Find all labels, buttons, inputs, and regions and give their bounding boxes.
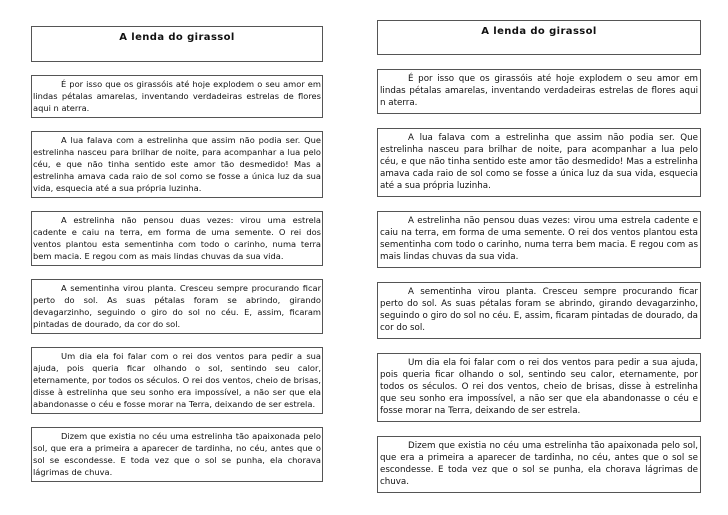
paragraph-3: A estrelinha não pensou duas vezes: virou uma estrela cadente e caiu na terra, em forma de uma semente. O rei dos ventos plantou esta sementinha com todo o carinho, numa terra bem macia. E regou com as mais lindas chuvas da sua vida. <box>31 211 323 266</box>
paragraph-6: Dizem que existia no céu uma estrelinha tão apaixonada pelo sol, que era a primeira a aparecer de tardinha, no céu, antes que o sol se escondesse. E toda vez que o sol se punha, ela chorava lágrimas de chuva. <box>377 436 701 493</box>
page-title: A lenda do girassol <box>377 20 701 55</box>
paragraph-1: É por isso que os girassóis até hoje explodem o seu amor em lindas pétalas amarelas, inventando verdadeiras estrelas de flores aqui n aterra. <box>31 75 323 118</box>
page-title: A lenda do girassol <box>31 26 323 62</box>
paragraph-4: A sementinha virou planta. Cresceu sempre procurando ficar perto do sol. As suas pétalas foram se abrindo, girando devagarzinho, seguindo o giro do sol no céu. E, assim, ficaram pintadas de dourado, da cor do sol. <box>377 282 701 339</box>
paragraph-2: A lua falava com a estrelinha que assim não podia ser. Que estrelinha nasceu para brilhar de noite, para acompanhar a lua pelo céu, e que não tinha sentido este amor tão desmedido! Mas a estrelinha amava cada raio de sol como se fosse a única luz da sua vida, esquecia até a sua própria luzinha. <box>31 131 323 198</box>
paragraph-2: A lua falava com a estrelinha que assim não podia ser. Que estrelinha nasceu para brilhar de noite, para acompanhar a lua pelo céu, e que não tinha sentido este amor tão desmedido! Mas a estrelinha amava cada raio de sol como se fosse a única luz da sua vida, esquecia até a sua própria luzinha. <box>377 128 701 197</box>
paragraph-4: A sementinha virou planta. Cresceu sempre procurando ficar perto do sol. As suas pétalas foram se abrindo, girando devagarzinho, seguindo o giro do sol no céu. E, assim, ficaram pintadas de dourado, da cor do sol. <box>31 279 323 334</box>
paragraph-1: É por isso que os girassóis até hoje explodem o seu amor em lindas pétalas amarelas, inventando verdadeiras estrelas de flores aqui n aterra. <box>377 69 701 114</box>
paragraph-6: Dizem que existia no céu uma estrelinha tão apaixonada pelo sol, que era a primeira a aparecer de tardinha, no céu, antes que o sol se escondesse. E toda vez que o sol se punha, ela chorava lágrimas de chuva. <box>31 427 323 482</box>
paragraph-5: Um dia ela foi falar com o rei dos ventos para pedir a sua ajuda, pois queria ficar olhando o sol, sentindo seu calor, eternamente, por todos os séculos. O rei dos ventos, cheio de brisas, disse à estrelinha que seu sonho era impossível, a não ser que ela abandonasse o céu e fosse morar na Terra, deixando de ser estrela. <box>377 353 701 422</box>
right-page <box>377 20 701 493</box>
paragraph-5: Um dia ela foi falar com o rei dos ventos para pedir a sua ajuda, pois queria ficar olhando o sol, sentindo seu calor, eternamente, por todos os séculos. O rei dos ventos, cheio de brisas, disse à estrelinha que seu sonho era impossível, a não ser que ela abandonasse o céu e fosse morar na Terra, deixando de ser estrela. <box>31 347 323 414</box>
paragraph-3: A estrelinha não pensou duas vezes: virou uma estrela cadente e caiu na terra, em forma de uma semente. O rei dos ventos plantou esta sementinha com todo o carinho, numa terra bem macia. E regou com as mais lindas chuvas da sua vida. <box>377 211 701 268</box>
left-page <box>31 26 323 482</box>
